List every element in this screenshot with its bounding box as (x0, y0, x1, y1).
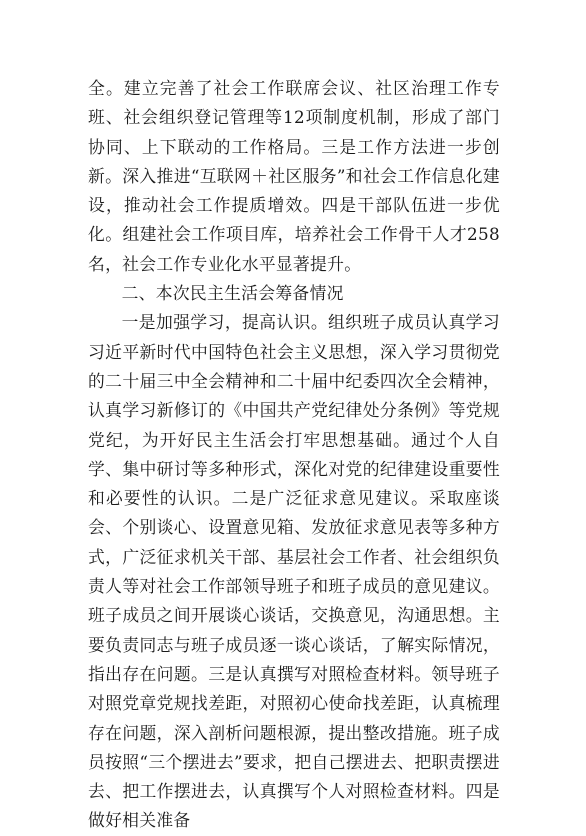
document-body (88, 74, 500, 836)
paragraph-preparation: 一是加强学习，提高认识。组织班子成员认真学习习近平新时代中国特色社会主义思想，深入学习贯彻党的二十届三中全会精神和二十届中纪委四次全会精神，认真学习新修订的《中国共产党纪律处分条例》等党规党纪，为开好民主生活会打牢思想基础。通过个人自学、集中研讨等多种形式，深化对党的纪律建设重要性和必要性的认识。二是广泛征求意见建议。采取座谈会、个别谈心、设置意见箱、发放征求意见表等多种方式，广泛征求机关干部、基层社会工作者、社会组织负责人等对社会工作部领导班子和班子成员的意见建议。班子成员之间开展谈心谈话，交换意见，沟通思想。主要负责同志与班子成员逐一谈心谈话，了解实际情况，指出存在问题。三是认真撰写对照检查材料。领导班子对照党章党规找差距，对照初心使命找差距，认真梳理存在问题，深入剖析问题根源，提出整改措施。班子成员按照“三个摆进去”要求，把自己摆进去、把职责摆进去、把工作摆进去，认真撰写个人对照检查材料。四是做好相关准备 (88, 312, 500, 831)
section-heading: 二、本次民主生活会筹备情况 (121, 283, 344, 304)
paragraph-continuation: 全。建立完善了社会工作联席会议、社区治理工作专班、社会组织登记管理等12项制度机制，形成了部门协同、上下联动的工作格局。三是工作方法进一步创新。深入推进“互联网＋社区服务”和社会工作信息化建设，推动社会工作提质增效。四是干部队伍进一步优化。组建社会工作项目库，培养社会工作骨干人才258名，社会工作专业化水平显著提升。 (88, 78, 500, 274)
